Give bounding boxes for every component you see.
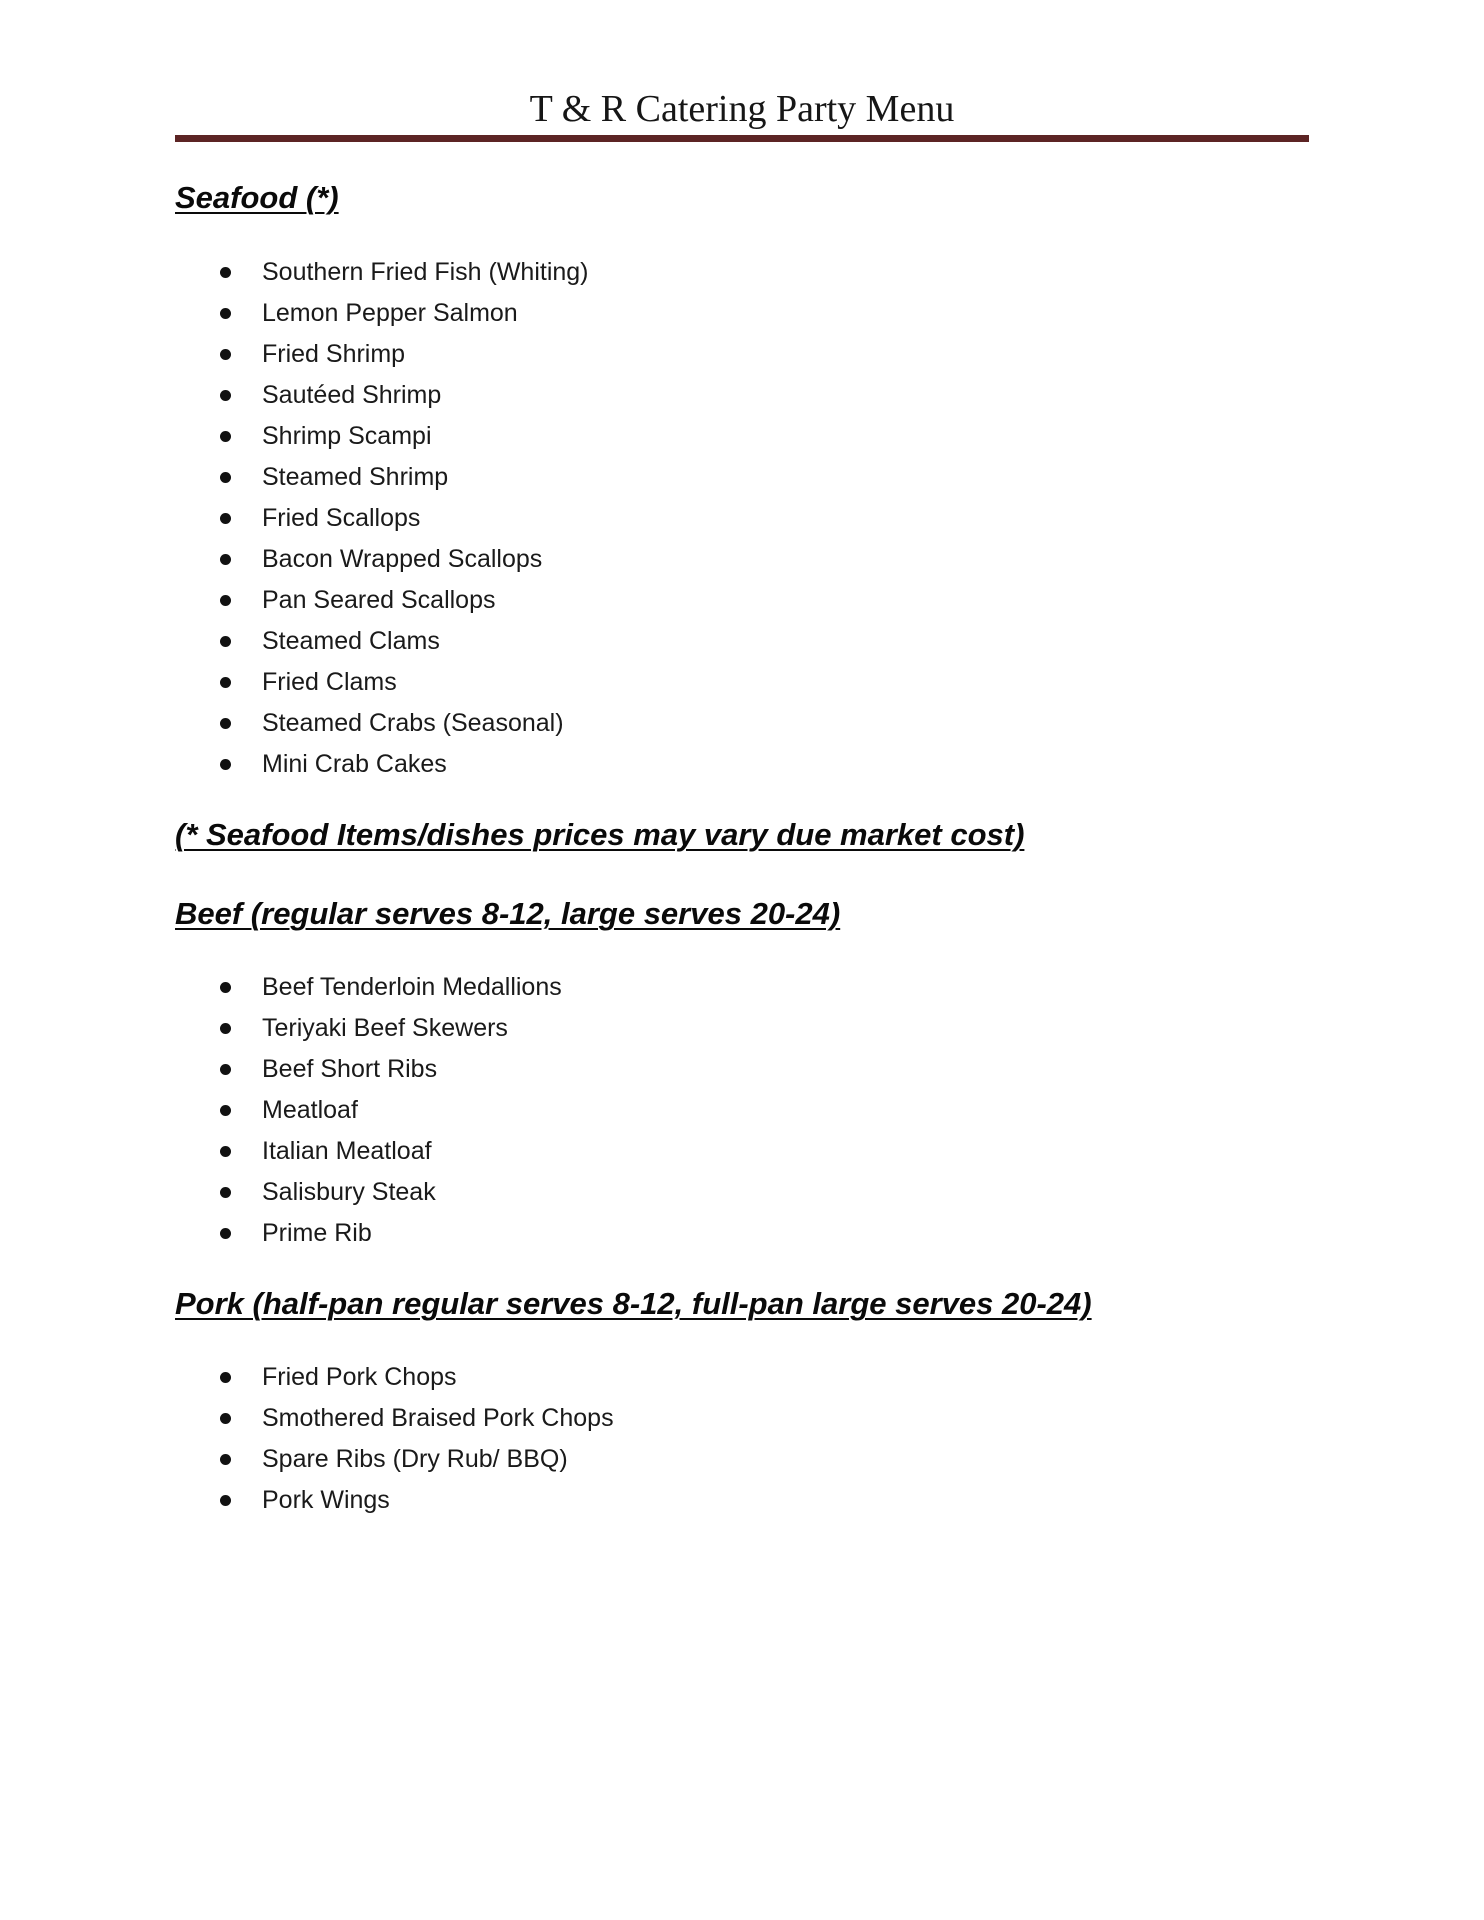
bullet-icon	[220, 1454, 231, 1465]
list-item-label: Fried Shrimp	[262, 340, 406, 368]
list-item-label: Teriyaki Beef Skewers	[262, 1014, 508, 1042]
list-item-label: Sautéed Shrimp	[262, 381, 442, 409]
list-item-label: Fried Pork Chops	[262, 1363, 457, 1391]
bullet-icon	[220, 1146, 231, 1157]
bullet-icon	[220, 1413, 231, 1424]
bullet-icon	[220, 1064, 231, 1075]
list-item-label: Smothered Braised Pork Chops	[262, 1404, 614, 1432]
page-title: T & R Catering Party Menu	[529, 88, 955, 130]
bullet-icon	[220, 554, 231, 565]
bullet-icon	[220, 308, 231, 319]
bullet-icon	[220, 390, 231, 401]
list-item-label: Pork Wings	[262, 1486, 390, 1514]
list-item-label: Spare Ribs (Dry Rub/ BBQ)	[262, 1445, 568, 1473]
list-item-label: Lemon Pepper Salmon	[262, 299, 518, 327]
list-item-label: Shrimp Scampi	[262, 422, 432, 450]
list-item-label: Bacon Wrapped Scallops	[262, 545, 543, 573]
bullet-icon	[220, 513, 231, 524]
bullet-icon	[220, 677, 231, 688]
list-item-label: Beef Short Ribs	[262, 1055, 438, 1083]
bullet-icon	[220, 982, 231, 993]
list-item-label: Steamed Crabs (Seasonal)	[262, 709, 564, 737]
bullet-icon	[220, 349, 231, 360]
bullet-icon	[220, 472, 231, 483]
bullet-icon	[220, 1187, 231, 1198]
list-item-label: Southern Fried Fish (Whiting)	[262, 258, 589, 286]
list-item-label: Steamed Shrimp	[262, 463, 449, 491]
list-item-label: Fried Scallops	[262, 504, 421, 532]
bullet-icon	[220, 1228, 231, 1239]
bullet-icon	[220, 431, 231, 442]
list-item-label: Mini Crab Cakes	[262, 750, 447, 778]
list-item-label: Pan Seared Scallops	[262, 586, 496, 614]
list-item-label: Prime Rib	[262, 1219, 372, 1247]
bullet-icon	[220, 1023, 231, 1034]
pork-heading: Pork (half-pan regular serves 8-12, full-pan large serves 20-24)	[175, 1286, 1092, 1321]
bullet-icon	[220, 595, 231, 606]
list-item-label: Beef Tenderloin Medallions	[262, 973, 562, 1001]
bullet-icon	[220, 1105, 231, 1116]
beef-heading: Beef (regular serves 8-12, large serves 20-24)	[175, 896, 841, 931]
seafood-heading: Seafood (*)	[175, 180, 339, 215]
list-item-label: Salisbury Steak	[262, 1178, 436, 1206]
list-item-label: Italian Meatloaf	[262, 1137, 432, 1165]
seafood-price-note: (* Seafood Items/dishes prices may vary due market cost)	[175, 817, 1025, 852]
bullet-icon	[220, 759, 231, 770]
bullet-icon	[220, 1495, 231, 1506]
list-item-label: Meatloaf	[262, 1096, 358, 1124]
list-item-label: Fried Clams	[262, 668, 397, 696]
bullet-icon	[220, 718, 231, 729]
bullet-icon	[220, 636, 231, 647]
list-item-label: Steamed Clams	[262, 627, 440, 655]
title-divider	[175, 135, 1309, 142]
bullet-icon	[220, 267, 231, 278]
bullet-icon	[220, 1372, 231, 1383]
